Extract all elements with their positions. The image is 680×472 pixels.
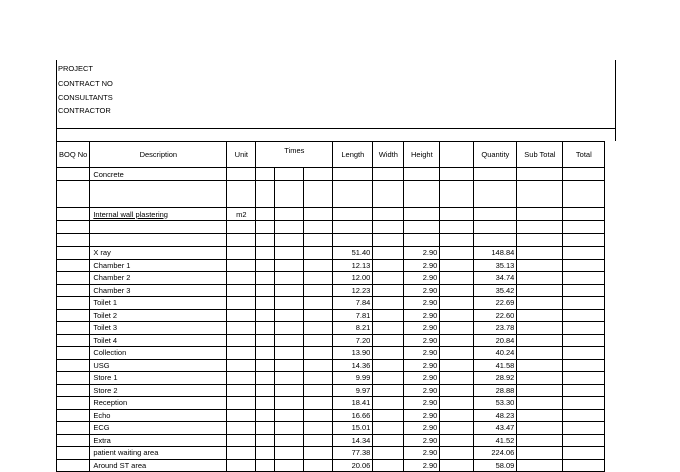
col-sub-total: Sub Total bbox=[517, 142, 563, 168]
row-quantity: 48.23 bbox=[474, 409, 517, 422]
empty-cell bbox=[517, 384, 563, 397]
empty-cell bbox=[57, 359, 90, 372]
row-description: Toilet 3 bbox=[90, 322, 227, 335]
row-quantity: 20.84 bbox=[474, 334, 517, 347]
empty-cell bbox=[563, 297, 605, 310]
empty-cell bbox=[517, 372, 563, 385]
blank-row bbox=[57, 234, 605, 247]
consultants-label: CONSULTANTS bbox=[58, 93, 113, 102]
empty-cell bbox=[57, 459, 90, 472]
empty-cell bbox=[440, 247, 474, 260]
empty-cell bbox=[227, 322, 256, 335]
row-height: 2.90 bbox=[404, 334, 440, 347]
empty-cell bbox=[373, 247, 404, 260]
boq-table bbox=[56, 141, 605, 472]
empty-cell bbox=[227, 447, 256, 460]
empty-cell bbox=[304, 447, 333, 460]
item-unit: m2 bbox=[227, 208, 256, 221]
empty-cell bbox=[563, 397, 605, 410]
project-label: PROJECT bbox=[58, 64, 94, 73]
col-width: Width bbox=[373, 142, 404, 168]
empty-cell bbox=[373, 409, 404, 422]
empty-cell bbox=[440, 334, 474, 347]
empty-cell bbox=[57, 397, 90, 410]
row-length: 9.99 bbox=[333, 372, 373, 385]
empty-cell bbox=[275, 284, 304, 297]
empty-cell bbox=[373, 322, 404, 335]
empty-cell bbox=[373, 384, 404, 397]
empty-cell bbox=[440, 322, 474, 335]
table-row bbox=[57, 397, 605, 410]
empty-cell bbox=[57, 334, 90, 347]
row-length: 77.38 bbox=[333, 447, 373, 460]
row-quantity: 41.52 bbox=[474, 434, 517, 447]
empty-cell bbox=[57, 384, 90, 397]
empty-cell bbox=[304, 397, 333, 410]
section-row bbox=[57, 168, 605, 181]
row-height: 2.90 bbox=[404, 447, 440, 460]
row-quantity: 28.92 bbox=[474, 372, 517, 385]
empty-cell bbox=[57, 259, 90, 272]
table-row bbox=[57, 459, 605, 472]
empty-cell bbox=[440, 397, 474, 410]
row-description: Chamber 2 bbox=[90, 272, 227, 285]
empty-cell bbox=[517, 284, 563, 297]
empty-cell bbox=[563, 409, 605, 422]
empty-cell bbox=[256, 447, 275, 460]
empty-cell bbox=[517, 309, 563, 322]
empty-cell bbox=[227, 272, 256, 285]
row-length: 14.36 bbox=[333, 359, 373, 372]
empty-cell bbox=[517, 272, 563, 285]
empty-cell bbox=[227, 347, 256, 360]
empty-cell bbox=[373, 372, 404, 385]
col-description: Description bbox=[90, 142, 227, 168]
row-description: patient waiting area bbox=[90, 447, 227, 460]
column-header-row bbox=[57, 142, 605, 168]
empty-cell bbox=[304, 259, 333, 272]
empty-cell bbox=[57, 297, 90, 310]
empty-cell bbox=[373, 447, 404, 460]
col-total: Total bbox=[563, 142, 605, 168]
empty-cell bbox=[227, 359, 256, 372]
empty-cell bbox=[563, 334, 605, 347]
empty-cell bbox=[57, 309, 90, 322]
contract-no-label: CONTRACT NO bbox=[58, 79, 113, 88]
empty-cell bbox=[563, 322, 605, 335]
row-height: 2.90 bbox=[404, 247, 440, 260]
empty-cell bbox=[563, 434, 605, 447]
empty-cell bbox=[373, 347, 404, 360]
row-description: ECG bbox=[90, 422, 227, 435]
empty-cell bbox=[440, 309, 474, 322]
row-description: Store 2 bbox=[90, 384, 227, 397]
empty-cell bbox=[517, 434, 563, 447]
empty-cell bbox=[517, 334, 563, 347]
empty-cell bbox=[517, 347, 563, 360]
empty-cell bbox=[304, 459, 333, 472]
table-row bbox=[57, 409, 605, 422]
empty-cell bbox=[256, 259, 275, 272]
row-length: 7.81 bbox=[333, 309, 373, 322]
empty-cell bbox=[517, 297, 563, 310]
empty-cell bbox=[256, 309, 275, 322]
table-row bbox=[57, 272, 605, 285]
row-quantity: 58.09 bbox=[474, 459, 517, 472]
empty-cell bbox=[57, 422, 90, 435]
empty-cell bbox=[227, 459, 256, 472]
table-row bbox=[57, 284, 605, 297]
empty-cell bbox=[57, 347, 90, 360]
empty-cell bbox=[256, 372, 275, 385]
empty-cell bbox=[440, 372, 474, 385]
row-quantity: 35.42 bbox=[474, 284, 517, 297]
empty-cell bbox=[304, 372, 333, 385]
empty-cell bbox=[373, 309, 404, 322]
empty-cell bbox=[563, 384, 605, 397]
row-quantity: 224.06 bbox=[474, 447, 517, 460]
table-row bbox=[57, 334, 605, 347]
empty-cell bbox=[256, 272, 275, 285]
empty-cell bbox=[440, 359, 474, 372]
row-description: Toilet 4 bbox=[90, 334, 227, 347]
empty-cell bbox=[304, 272, 333, 285]
row-length: 14.34 bbox=[333, 434, 373, 447]
empty-cell bbox=[227, 259, 256, 272]
empty-cell bbox=[57, 409, 90, 422]
item-title-row bbox=[57, 208, 605, 221]
empty-cell bbox=[517, 259, 563, 272]
empty-cell bbox=[517, 409, 563, 422]
empty-cell bbox=[256, 384, 275, 397]
empty-cell bbox=[440, 284, 474, 297]
col-length: Length bbox=[333, 142, 373, 168]
empty-cell bbox=[256, 297, 275, 310]
table-row bbox=[57, 372, 605, 385]
col-unit: Unit bbox=[227, 142, 256, 168]
empty-cell bbox=[440, 272, 474, 285]
empty-cell bbox=[57, 372, 90, 385]
row-height: 2.90 bbox=[404, 272, 440, 285]
empty-cell bbox=[517, 247, 563, 260]
row-quantity: 23.78 bbox=[474, 322, 517, 335]
empty-cell bbox=[517, 397, 563, 410]
row-description: Toilet 2 bbox=[90, 309, 227, 322]
row-length: 12.13 bbox=[333, 259, 373, 272]
table-row bbox=[57, 422, 605, 435]
row-length: 7.20 bbox=[333, 334, 373, 347]
empty-cell bbox=[373, 397, 404, 410]
row-height: 2.90 bbox=[404, 422, 440, 435]
data-rows bbox=[57, 247, 605, 472]
empty-cell bbox=[256, 459, 275, 472]
row-length: 18.41 bbox=[333, 397, 373, 410]
row-description: Collection bbox=[90, 347, 227, 360]
row-length: 9.97 bbox=[333, 384, 373, 397]
empty-cell bbox=[373, 334, 404, 347]
row-description: Store 1 bbox=[90, 372, 227, 385]
empty-cell bbox=[563, 459, 605, 472]
empty-cell bbox=[256, 322, 275, 335]
row-quantity: 34.74 bbox=[474, 272, 517, 285]
empty-cell bbox=[57, 434, 90, 447]
empty-cell bbox=[275, 434, 304, 447]
empty-cell bbox=[563, 422, 605, 435]
row-height: 2.90 bbox=[404, 347, 440, 360]
empty-cell bbox=[304, 384, 333, 397]
row-height: 2.90 bbox=[404, 434, 440, 447]
empty-cell bbox=[57, 284, 90, 297]
row-quantity: 22.60 bbox=[474, 309, 517, 322]
empty-cell bbox=[517, 322, 563, 335]
empty-cell bbox=[304, 347, 333, 360]
empty-cell bbox=[275, 409, 304, 422]
empty-cell bbox=[563, 309, 605, 322]
empty-cell bbox=[563, 259, 605, 272]
row-height: 2.90 bbox=[404, 297, 440, 310]
empty-cell bbox=[275, 447, 304, 460]
empty-cell bbox=[304, 247, 333, 260]
empty-cell bbox=[304, 284, 333, 297]
empty-cell bbox=[256, 359, 275, 372]
row-description: X ray bbox=[90, 247, 227, 260]
table-row bbox=[57, 247, 605, 260]
empty-cell bbox=[373, 434, 404, 447]
empty-cell bbox=[373, 284, 404, 297]
empty-cell bbox=[440, 434, 474, 447]
empty-cell bbox=[275, 334, 304, 347]
empty-cell bbox=[227, 309, 256, 322]
table-row bbox=[57, 297, 605, 310]
empty-cell bbox=[227, 297, 256, 310]
empty-cell bbox=[256, 409, 275, 422]
empty-cell bbox=[373, 272, 404, 285]
empty-cell bbox=[275, 247, 304, 260]
empty-cell bbox=[256, 397, 275, 410]
empty-cell bbox=[256, 422, 275, 435]
empty-cell bbox=[373, 459, 404, 472]
table-row bbox=[57, 309, 605, 322]
row-description: Around ST area bbox=[90, 459, 227, 472]
empty-cell bbox=[227, 284, 256, 297]
empty-cell bbox=[275, 322, 304, 335]
table-row bbox=[57, 322, 605, 335]
empty-cell bbox=[57, 447, 90, 460]
empty-cell bbox=[563, 272, 605, 285]
empty-cell bbox=[57, 322, 90, 335]
empty-cell bbox=[256, 347, 275, 360]
row-description: Chamber 1 bbox=[90, 259, 227, 272]
row-height: 2.90 bbox=[404, 284, 440, 297]
empty-cell bbox=[227, 372, 256, 385]
empty-cell bbox=[373, 359, 404, 372]
empty-cell bbox=[304, 297, 333, 310]
blank-row bbox=[57, 181, 605, 208]
empty-cell bbox=[517, 359, 563, 372]
row-quantity: 148.84 bbox=[474, 247, 517, 260]
empty-cell bbox=[275, 422, 304, 435]
empty-cell bbox=[563, 284, 605, 297]
row-description: Chamber 3 bbox=[90, 284, 227, 297]
table-row bbox=[57, 447, 605, 460]
row-length: 7.84 bbox=[333, 297, 373, 310]
row-length: 12.00 bbox=[333, 272, 373, 285]
empty-cell bbox=[563, 359, 605, 372]
empty-cell bbox=[256, 247, 275, 260]
col-blank bbox=[440, 142, 474, 168]
row-description: Reception bbox=[90, 397, 227, 410]
empty-cell bbox=[373, 259, 404, 272]
empty-cell bbox=[563, 247, 605, 260]
table-row bbox=[57, 359, 605, 372]
empty-cell bbox=[440, 447, 474, 460]
empty-cell bbox=[227, 409, 256, 422]
empty-cell bbox=[227, 384, 256, 397]
empty-cell bbox=[517, 447, 563, 460]
empty-cell bbox=[227, 247, 256, 260]
row-quantity: 28.88 bbox=[474, 384, 517, 397]
row-length: 51.40 bbox=[333, 247, 373, 260]
row-description: USG bbox=[90, 359, 227, 372]
row-length: 16.66 bbox=[333, 409, 373, 422]
empty-cell bbox=[373, 422, 404, 435]
empty-cell bbox=[304, 309, 333, 322]
row-height: 2.90 bbox=[404, 397, 440, 410]
row-height: 2.90 bbox=[404, 459, 440, 472]
row-length: 8.21 bbox=[333, 322, 373, 335]
section-concrete: Concrete bbox=[90, 168, 227, 181]
row-height: 2.90 bbox=[404, 372, 440, 385]
empty-cell bbox=[227, 334, 256, 347]
table-row bbox=[57, 434, 605, 447]
header-rule bbox=[56, 128, 616, 129]
row-length: 12.23 bbox=[333, 284, 373, 297]
empty-cell bbox=[304, 359, 333, 372]
empty-cell bbox=[227, 397, 256, 410]
empty-cell bbox=[440, 459, 474, 472]
row-description: Extra bbox=[90, 434, 227, 447]
table-row bbox=[57, 347, 605, 360]
row-quantity: 40.24 bbox=[474, 347, 517, 360]
empty-cell bbox=[275, 347, 304, 360]
row-quantity: 22.69 bbox=[474, 297, 517, 310]
empty-cell bbox=[275, 259, 304, 272]
item-title: Internal wall plastering bbox=[90, 208, 227, 221]
empty-cell bbox=[275, 272, 304, 285]
col-height: Height bbox=[404, 142, 440, 168]
row-height: 2.90 bbox=[404, 309, 440, 322]
empty-cell bbox=[275, 459, 304, 472]
row-height: 2.90 bbox=[404, 259, 440, 272]
empty-cell bbox=[304, 434, 333, 447]
empty-cell bbox=[440, 384, 474, 397]
empty-cell bbox=[304, 422, 333, 435]
row-height: 2.90 bbox=[404, 384, 440, 397]
empty-cell bbox=[373, 297, 404, 310]
empty-cell bbox=[440, 422, 474, 435]
empty-cell bbox=[275, 384, 304, 397]
empty-cell bbox=[275, 309, 304, 322]
empty-cell bbox=[227, 422, 256, 435]
row-length: 13.90 bbox=[333, 347, 373, 360]
empty-cell bbox=[563, 447, 605, 460]
col-boq-no: BOQ No bbox=[57, 142, 90, 168]
empty-cell bbox=[440, 347, 474, 360]
row-length: 20.06 bbox=[333, 459, 373, 472]
empty-cell bbox=[275, 359, 304, 372]
contractor-label: CONTRACTOR bbox=[58, 106, 111, 115]
empty-cell bbox=[563, 347, 605, 360]
empty-cell bbox=[517, 459, 563, 472]
empty-cell bbox=[304, 322, 333, 335]
empty-cell bbox=[563, 372, 605, 385]
empty-cell bbox=[304, 334, 333, 347]
row-description: Toilet 1 bbox=[90, 297, 227, 310]
row-length: 15.01 bbox=[333, 422, 373, 435]
empty-cell bbox=[256, 334, 275, 347]
empty-cell bbox=[57, 272, 90, 285]
empty-cell bbox=[517, 422, 563, 435]
col-quantity: Quantity bbox=[474, 142, 517, 168]
empty-cell bbox=[440, 297, 474, 310]
empty-cell bbox=[57, 247, 90, 260]
row-quantity: 53.30 bbox=[474, 397, 517, 410]
blank-row bbox=[57, 221, 605, 234]
row-quantity: 41.58 bbox=[474, 359, 517, 372]
row-quantity: 43.47 bbox=[474, 422, 517, 435]
row-height: 2.90 bbox=[404, 409, 440, 422]
row-height: 2.90 bbox=[404, 322, 440, 335]
row-height: 2.90 bbox=[404, 359, 440, 372]
row-description: Echo bbox=[90, 409, 227, 422]
table-row bbox=[57, 259, 605, 272]
empty-cell bbox=[275, 297, 304, 310]
row-quantity: 35.13 bbox=[474, 259, 517, 272]
empty-cell bbox=[275, 372, 304, 385]
empty-cell bbox=[256, 434, 275, 447]
col-times: Times bbox=[256, 142, 333, 168]
empty-cell bbox=[227, 434, 256, 447]
empty-cell bbox=[275, 397, 304, 410]
empty-cell bbox=[256, 284, 275, 297]
empty-cell bbox=[440, 409, 474, 422]
table-row bbox=[57, 384, 605, 397]
empty-cell bbox=[304, 409, 333, 422]
empty-cell bbox=[440, 259, 474, 272]
